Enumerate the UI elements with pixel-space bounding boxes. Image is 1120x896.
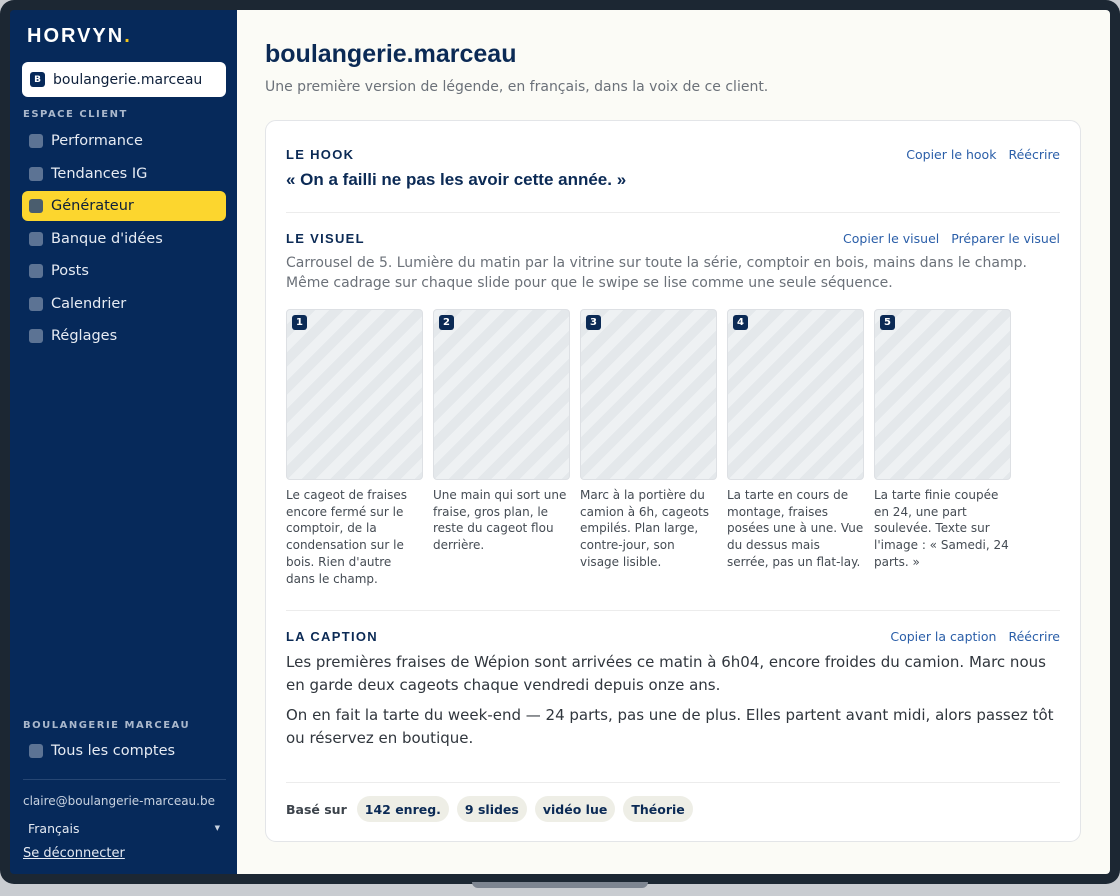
main-content: [237, 10, 1110, 874]
slide-card: [286, 309, 423, 587]
section-label-organization: BOULANGERIE MARCEAU: [23, 720, 191, 731]
account-name: boulangerie.marceau: [53, 71, 203, 88]
visual-label: LE VISUEL: [286, 230, 365, 246]
hook-label: LE HOOK: [286, 146, 355, 162]
app-logo: HORVYN.: [27, 25, 132, 47]
source-chip[interactable]: 142 enreg.: [357, 796, 449, 822]
nav-square-icon: [29, 329, 43, 343]
section-divider: [286, 610, 1060, 611]
app-window: [10, 10, 1110, 874]
nav-square-icon: [29, 744, 43, 758]
sidebar-nav: [22, 126, 226, 354]
slide-number-badge: 3: [586, 315, 601, 330]
copy-caption-button[interactable]: Copier la caption: [890, 628, 997, 644]
slide-thumbnail[interactable]: [286, 309, 423, 480]
sidebar-item-generateur[interactable]: [22, 191, 226, 221]
source-chip[interactable]: Théorie: [623, 796, 692, 822]
chevron-down-icon: ▼: [214, 824, 220, 832]
slide-number-badge: 1: [292, 315, 307, 330]
sidebar-item-label: Réglages: [51, 328, 118, 344]
slide-card: [580, 309, 717, 587]
org-nav: [22, 736, 226, 769]
source-chip[interactable]: 9 slides: [457, 796, 527, 822]
nav-square-icon: [29, 167, 43, 181]
copy-hook-button[interactable]: Copier le hook: [906, 146, 997, 162]
slide-thumbnail[interactable]: [433, 309, 570, 480]
based-on-label: Basé sur: [286, 801, 347, 817]
visual-header: [286, 229, 1060, 247]
slide-card: [727, 309, 864, 587]
slide-card: [433, 309, 570, 587]
sidebar-divider: [23, 779, 226, 780]
hook-header: [286, 145, 1060, 163]
slide-caption: Une main qui sort une fraise, gros plan, le reste du cageot flou derrière.: [433, 488, 567, 553]
copy-visual-button[interactable]: Copier le visuel: [843, 230, 940, 246]
visual-description: Carrousel de 5. Lumière du matin par la vitrine sur toute la série, comptoir en bois, mains dans le champ. Même cadrage sur chaque slide pour que le swipe se lise comme une seule séquence.: [286, 255, 1027, 291]
sidebar-item-tous-les-comptes[interactable]: [22, 736, 226, 766]
slide-card: [874, 309, 1011, 587]
rewrite-hook-button[interactable]: Réécrire: [1008, 146, 1060, 162]
nav-square-icon: [29, 232, 43, 246]
slide-caption: Le cageot de fraises encore fermé sur le comptoir, de la condensation sur le bois. Rien d'autre dans le champ.: [286, 488, 408, 586]
caption-paragraph: Les premières fraises de Wépion sont arrivées ce matin à 6h04, encore froides du camion. Marc nous en garde deux cageots chaque vendredi depuis onze ans.: [286, 653, 1046, 694]
sidebar-item-label: Posts: [51, 263, 89, 279]
prepare-visual-button[interactable]: Préparer le visuel: [951, 230, 1060, 246]
nav-square-icon: [29, 297, 43, 311]
caption-header: [286, 627, 1060, 645]
slide-thumbnail[interactable]: [580, 309, 717, 480]
language-value: Français: [28, 820, 80, 836]
logout-link[interactable]: Se déconnecter: [23, 846, 125, 861]
sidebar-item-label: Performance: [51, 133, 143, 149]
source-chip[interactable]: vidéo lue: [535, 796, 615, 822]
sidebar: [10, 10, 237, 874]
hook-text: « On a failli ne pas les avoir cette année. »: [286, 170, 627, 189]
sidebar-item-label: Calendrier: [51, 295, 127, 312]
sidebar-item-posts[interactable]: [22, 256, 226, 286]
section-divider: [286, 782, 1060, 783]
page-subtitle: Une première version de légende, en français, dans la voix de ce client.: [265, 79, 769, 95]
account-badge-icon: B: [30, 72, 45, 87]
user-email: claire@boulangerie-marceau.be: [23, 794, 215, 808]
account-selector[interactable]: [22, 62, 226, 97]
sidebar-item-label: Générateur: [51, 198, 134, 214]
sidebar-item-tendances-ig[interactable]: [22, 159, 226, 189]
sidebar-item-performance[interactable]: [22, 126, 226, 156]
caption-label: LA CAPTION: [286, 628, 378, 644]
based-on-row: [286, 796, 693, 822]
slide-number-badge: 2: [439, 315, 454, 330]
sidebar-item-label: Banque d'idées: [51, 230, 163, 247]
sidebar-item-label: Tendances IG: [51, 165, 148, 182]
slide-number-badge: 5: [880, 315, 895, 330]
sidebar-item-reglages[interactable]: [22, 321, 226, 351]
device-base-notch: [472, 882, 648, 888]
sidebar-item-calendrier[interactable]: [22, 289, 226, 319]
page-title: boulangerie.marceau: [265, 40, 517, 68]
section-label-espace-client: ESPACE CLIENT: [23, 109, 128, 120]
caption-paragraph: On en fait la tarte du week-end — 24 parts, pas une de plus. Elles partent avant midi, alors passez tôt ou réservez en boutique.: [286, 706, 1054, 747]
carousel-slides: [286, 309, 1011, 587]
slide-caption: Marc à la portière du camion à 6h, cageots empilés. Plan large, contre-jour, son visage lisible.: [580, 488, 710, 569]
sidebar-item-banque-idees[interactable]: [22, 224, 226, 254]
generator-card: [265, 120, 1081, 842]
nav-square-icon: [29, 199, 43, 213]
language-select[interactable]: [23, 818, 226, 838]
sidebar-item-label: Tous les comptes: [51, 743, 176, 759]
slide-thumbnail[interactable]: [874, 309, 1011, 480]
slide-thumbnail[interactable]: [727, 309, 864, 480]
nav-square-icon: [29, 264, 43, 278]
section-divider: [286, 212, 1060, 213]
slide-number-badge: 4: [733, 315, 748, 330]
rewrite-caption-button[interactable]: Réécrire: [1008, 628, 1060, 644]
slide-caption: La tarte finie coupée en 24, une part soulevée. Texte sur l'image : « Samedi, 24 parts. »: [874, 488, 1009, 569]
nav-square-icon: [29, 134, 43, 148]
slide-caption: La tarte en cours de montage, fraises posées une à une. Vue du dessus mais serrée, pas un flat-lay.: [727, 488, 864, 569]
